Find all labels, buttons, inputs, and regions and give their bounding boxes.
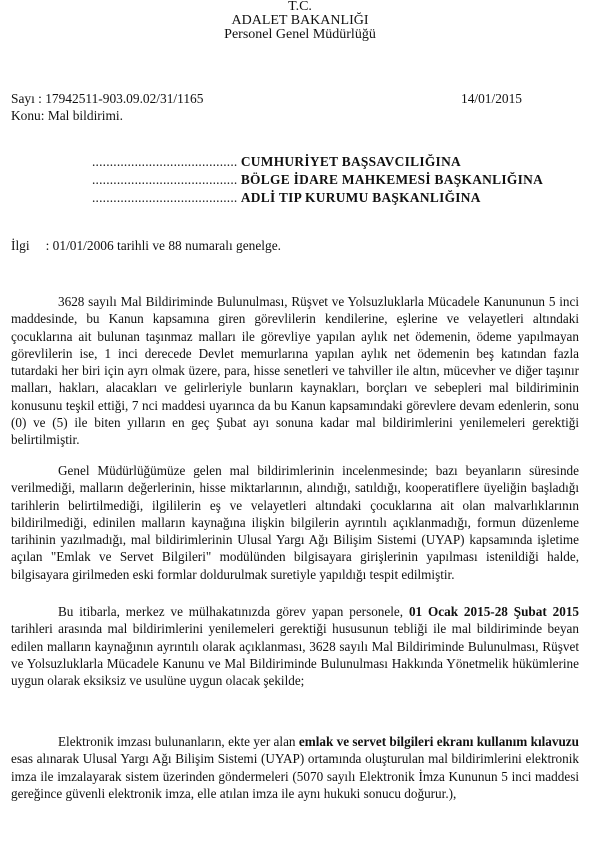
body-paragraph-1 bbox=[11, 293, 579, 449]
body-paragraph-2 bbox=[11, 462, 579, 583]
reference-label: İlgi bbox=[11, 238, 30, 253]
body-paragraph-4 bbox=[11, 733, 579, 802]
paragraph-text: Elektronik imzası bulunanların, ekte yer alan bbox=[58, 734, 299, 749]
date-range-emphasis: 01 Ocak 2015-28 Şubat 2015 bbox=[408, 604, 580, 619]
addressee-name: BÖLGE İDARE MAHKEMESİ BAŞKANLIĞINA bbox=[240, 172, 544, 187]
guide-emphasis: emlak ve servet bilgileri ekranı kullanım kılavuzu bbox=[298, 734, 579, 749]
addressee-dots: ......................................... bbox=[92, 190, 238, 205]
letterhead-ministry: ADALET BAKANLIĞI bbox=[231, 13, 369, 28]
paragraph-text: Genel Müdürlüğümüze gelen mal bildirimlerinin incelenmesinde; bazı beyanların süresinde verilmediği, malların değerlerinin, hisse miktarlarının, alındığı, satıldığı, kooperatiflere üyeliğin başladığı tarihlerin belirtilmediği, ilgililerin eş ve velayetleri altındaki çocuklarına ait olan malvarlıklarının bildirilmediği, edinilen malların kaynağına ilişkin bilgilerin ayrıntılı açıklanmadığı, formun düzenleme tarihinin yazılmadığı, mal bildirimlerinin Ulusal Yargı Ağı Bilişim Sistemi (UYAP) kapsamında işletime açılan "Emlak ve Servet Bilgileri" modülünden bilgisayara girişlerinin yapılması istenildiği halde, bilgisayara girilmeden eski formlar doldurulmak suretiyle yapıldığı tespit edilmiştir. bbox=[11, 463, 579, 582]
addressee-item bbox=[92, 153, 543, 171]
subject-line: Konu: Mal bildirimi. bbox=[11, 108, 123, 123]
addressee-name: ADLİ TIP KURUMU BAŞKANLIĞINA bbox=[240, 190, 481, 205]
letterhead bbox=[0, 0, 600, 42]
paragraph-text: tarihleri arasında mal bildirimlerini yenilemeleri gerektiği hususunun tebliği ile mal bildiriminde beyan edilen malların kaynağının ayrıntılı olarak açıklanması, 3628 sayılı Mal Bildiriminde Bulunulması, Rüşvet ve Yolsuzluklarla Mücadele Kanunu ve Mal Bildiriminde Bulunulması Hakkında Yönetmelik hükümlerine uygun olarak eksiksiz ve usulüne uygun olacak şekilde; bbox=[11, 621, 579, 689]
letterhead-department: Personel Genel Müdürlüğü bbox=[224, 27, 376, 42]
addressee-dots: ......................................... bbox=[92, 172, 238, 187]
addressee-list bbox=[92, 153, 543, 207]
document-date: 14/01/2015 bbox=[461, 91, 523, 106]
reference-line bbox=[11, 237, 281, 254]
addressee-item bbox=[92, 171, 543, 189]
document-meta bbox=[11, 90, 571, 124]
paragraph-text: Bu itibarla, merkez ve mülhakatınızda görev yapan personele, bbox=[58, 604, 409, 619]
addressee-item bbox=[92, 189, 543, 207]
addressee-name: CUMHURİYET BAŞSAVCILIĞINA bbox=[240, 154, 462, 169]
reference-number: Sayı : 17942511-903.09.02/31/1165 bbox=[11, 91, 204, 106]
paragraph-text: 3628 sayılı Mal Bildiriminde Bulunulması, Rüşvet ve Yolsuzluklarla Mücadele Kanununun 5 inci maddesinde, bu Kanun kapsamına giren görevlilerin kendilerine, eşlerine ve velayetleri altındaki çocuklarına ait bulunan taşınmaz malları ile görevliye yapılan aylık net ödemenin, ödeme yapılmayan görevlilerin ise, 1 inci derecede Devlet memurlarına yapılan aylık net ödemenin beş katından fazla tutardaki her biri için ayrı olmak üzere, para, hisse senetleri ve tahviller ile altın, mücevher ve diğer taşınır malları, hakları, alacakları ve gelirleriyle bunların kaynakları, borçları ve sebepleri mal bildiriminin konusunu teşkil ettiği, 7 nci maddesi uyarınca da bu Kanun kapsamındaki görevlere devam edenlerin, sonu (0) ve (5) ile biten yılların en geç Şubat ayı sonuna kadar mal bildirimlerini yenilemeleri gerektiği belirtilmiştir. bbox=[11, 294, 579, 448]
letterhead-country: T.C. bbox=[288, 0, 312, 14]
addressee-dots: ......................................... bbox=[92, 154, 238, 169]
paragraph-text: esas alınarak Ulusal Yargı Ağı Bilişim Sistemi (UYAP) ortamında oluşturulan mal bildirimlerini elektronik imza ile imzalayarak sistem üzerinden göndermeleri (5070 sayılı Elektronik İmza Kununun 5 inci maddesi gereğince güvenli elektronik imza, elle atılan imza ile aynı hukuki sonucu doğurur.), bbox=[11, 751, 579, 801]
body-paragraph-3 bbox=[11, 603, 579, 689]
reference-text: : 01/01/2006 tarihli ve 88 numaralı genelge. bbox=[45, 238, 282, 253]
